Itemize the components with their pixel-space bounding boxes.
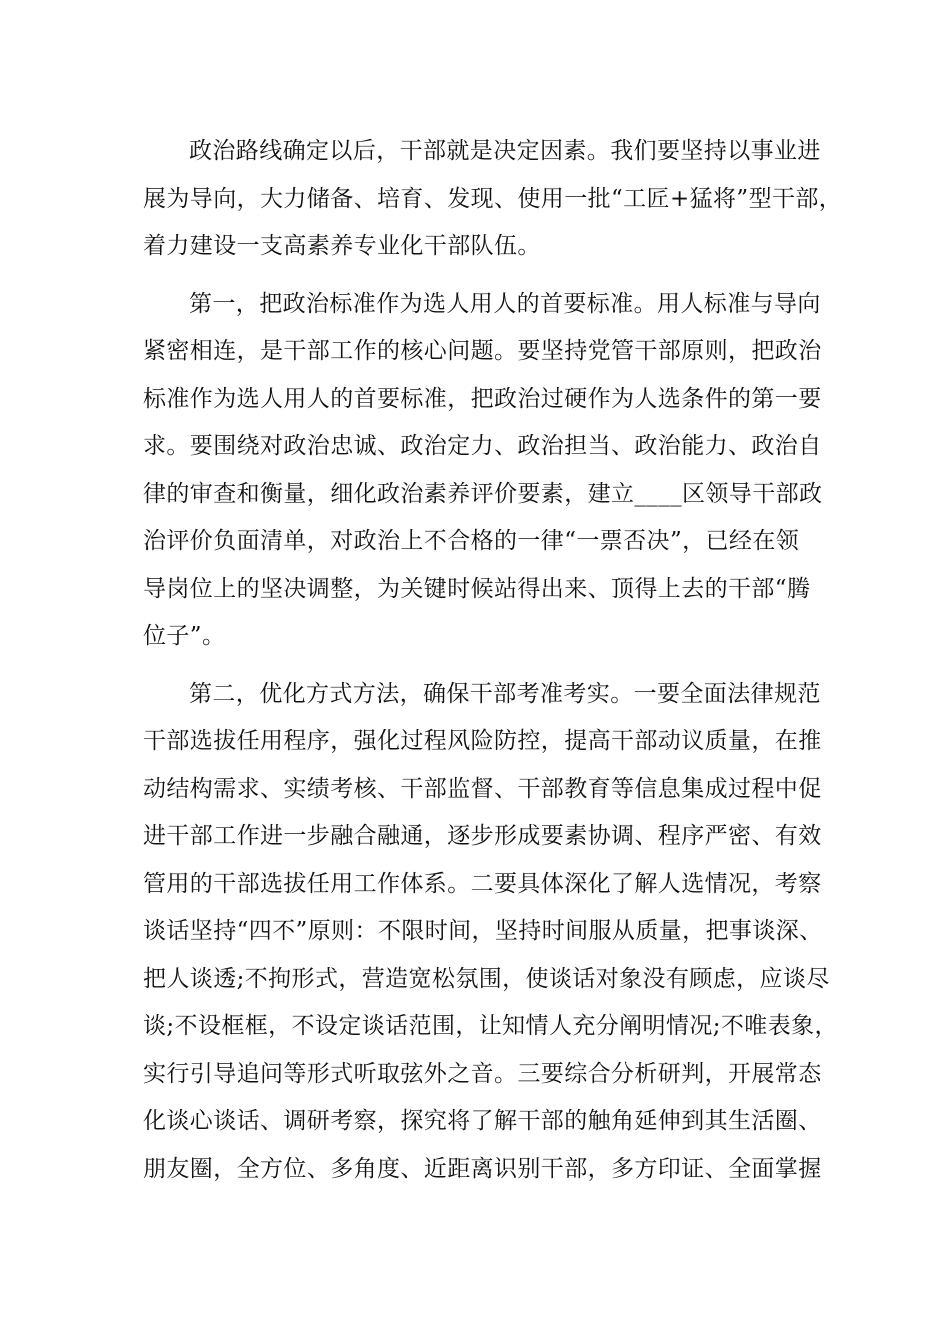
text-line: 着力建设一支高素养专业化干部队伍。 xyxy=(143,233,541,259)
text-line: 管用的干部选拔任用工作体系。二要具体深化了解人选情况，考察 xyxy=(143,870,822,897)
text-line: 干部选拔任用程序，强化过程风险防控，提高干部动议质量，在推 xyxy=(143,728,822,754)
text-line: 第一，把政治标准作为选人用人的首要标准。用人标准与导向 xyxy=(189,290,821,317)
text-line: 位子”。 xyxy=(143,623,226,649)
paragraph-2 xyxy=(143,281,825,661)
text-line: 实行引导追问等形式听取弦外之音。三要综合分析研判，开展常态 xyxy=(143,1060,822,1087)
text-line: 动结构需求、实绩考核、干部监督、干部教育等信息集成过程中促 xyxy=(143,775,822,802)
text-line: 进干部工作进一步融合融通，逐步形成要素协调、程序严密、有效 xyxy=(143,823,822,849)
text-line: 导岗位上的坚决调整，为关键时候站得出来、顶得上去的干部“腾 xyxy=(143,575,811,602)
text-line: 化谈心谈话、调研考察，探究将了解干部的触角延伸到其生活圈、 xyxy=(143,1108,822,1134)
text-line: 展为导向，大力储备、培育、发现、使用一批“工匠+猛将”型干部， xyxy=(143,185,843,212)
text-line: 紧密相连，是干部工作的核心问题。要坚持党管干部原则，把政治 xyxy=(143,338,822,364)
paragraph-1 xyxy=(143,128,843,271)
text-line: 把人谈透;不拘形式，营造宽松氛围，使谈话对象没有顾虑，应谈尽 xyxy=(143,965,830,992)
text-line: 政治路线确定以后，干部就是决定因素。我们要坚持以事业进 xyxy=(189,138,821,164)
text-line: 朋友圈，全方位、多角度、近距离识别干部，多方印证、全面掌握 xyxy=(143,1155,822,1182)
text-line: 标准作为选人用人的首要标准，把政治过硬作为人选条件的第一要 xyxy=(143,385,822,412)
paragraph-3 xyxy=(143,671,838,1194)
text-line: 第二，优化方式方法，确保干部考准考实。一要全面法律规范 xyxy=(189,680,821,707)
text-line: 治评价负面清单，对政治上不合格的一律“一票否决”，已经在领 xyxy=(143,528,800,554)
text-line: 律的审查和衡量，细化政治素养评价要素，建立____区领导干部政 xyxy=(143,480,823,507)
text-line: 谈话坚持“四不”原则：不限时间，坚持时间服从质量，把事谈深、 xyxy=(143,918,823,944)
text-line: 求。要围绕对政治忠诚、政治定力、政治担当、政治能力、政治自 xyxy=(143,433,822,459)
text-line: 谈;不设框框，不设定谈话范围，让知情人充分阐明情况;不唯表象， xyxy=(143,1013,838,1039)
document-body xyxy=(143,128,843,1203)
